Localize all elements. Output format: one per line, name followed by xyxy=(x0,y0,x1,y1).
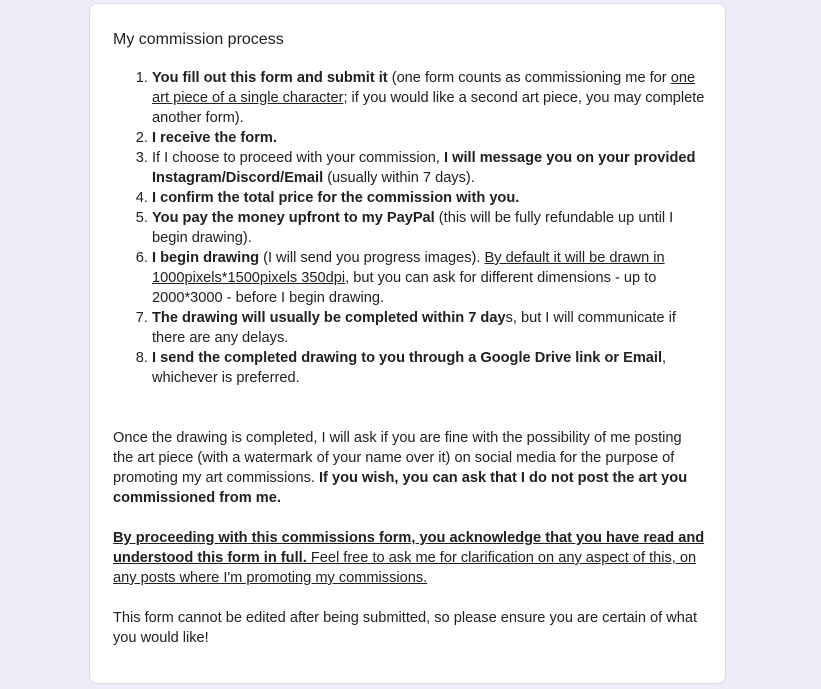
bold-text: You fill out this form and submit it xyxy=(152,70,388,86)
bold-text: I receive the form. xyxy=(152,130,277,146)
commission-steps-list xyxy=(113,68,705,388)
underlined-text: one art piece of a single character xyxy=(152,70,696,106)
commission-step xyxy=(152,308,705,348)
commission-step xyxy=(152,148,705,188)
text-segment: , whichever is preferred. xyxy=(152,350,667,386)
commission-step xyxy=(152,128,705,148)
form-description xyxy=(113,30,705,648)
bold-text: The drawing will usually be completed within 7 day xyxy=(152,310,506,326)
text-segment: (one form counts as commissioning me for xyxy=(387,70,671,86)
form-description-card xyxy=(89,3,726,684)
bold-text: I begin drawing xyxy=(152,250,260,266)
text-segment: s, but I will communicate if there are any delays. xyxy=(152,310,676,346)
posting-paragraph xyxy=(113,428,705,508)
no-edit-notice xyxy=(113,608,705,648)
text-segment: This form cannot be edited after being submitted, so please ensure you are certain of what you would like! xyxy=(113,610,698,646)
acknowledgement-paragraph xyxy=(113,528,705,588)
bold-text: I confirm the total price for the commission with you. xyxy=(152,190,520,206)
bold-text: I will message you on your provided Instagram/Discord/Email xyxy=(152,150,696,186)
text-segment: (this will be fully refundable up until I begin drawing). xyxy=(152,210,674,246)
bold-text: By proceeding with this commissions form, you acknowledge that you have read and understood this form in full. xyxy=(113,530,705,566)
bold-text: If you wish, you can ask that I do not post the art you commissioned from me. xyxy=(113,470,688,506)
commission-step xyxy=(152,68,705,128)
commission-step xyxy=(152,208,705,248)
text-segment: (usually within 7 days). xyxy=(323,170,475,186)
text-segment: Once the drawing is completed, I will ask if you are fine with the possibility of me posting the art piece (with a watermark of your name over it) on social media for the purpose of promoting my art commissions. xyxy=(113,430,682,486)
commission-step xyxy=(152,188,705,208)
section-title: My commission process xyxy=(113,31,284,48)
bold-text: You pay the money upfront to my PayPal xyxy=(152,210,435,226)
underlined-text: Feel free to ask me for clarification on any aspect of this, on any posts where I'm promoting my commissions. xyxy=(113,550,697,586)
commission-step xyxy=(152,248,705,308)
underlined-text: By default it will be drawn in 1000pixels*1500pixels 350dpi xyxy=(152,250,665,286)
text-segment: (I will send you progress images). xyxy=(259,250,485,266)
commission-step xyxy=(152,348,705,388)
text-segment: , but you can ask for different dimensions - up to 2000*3000 - before I begin drawing. xyxy=(152,270,657,306)
text-segment: ; if you would like a second art piece, you may complete another form). xyxy=(152,90,705,126)
bold-text: I send the completed drawing to you through a Google Drive link or Email xyxy=(152,350,663,366)
text-segment: If I choose to proceed with your commission, xyxy=(152,150,445,166)
